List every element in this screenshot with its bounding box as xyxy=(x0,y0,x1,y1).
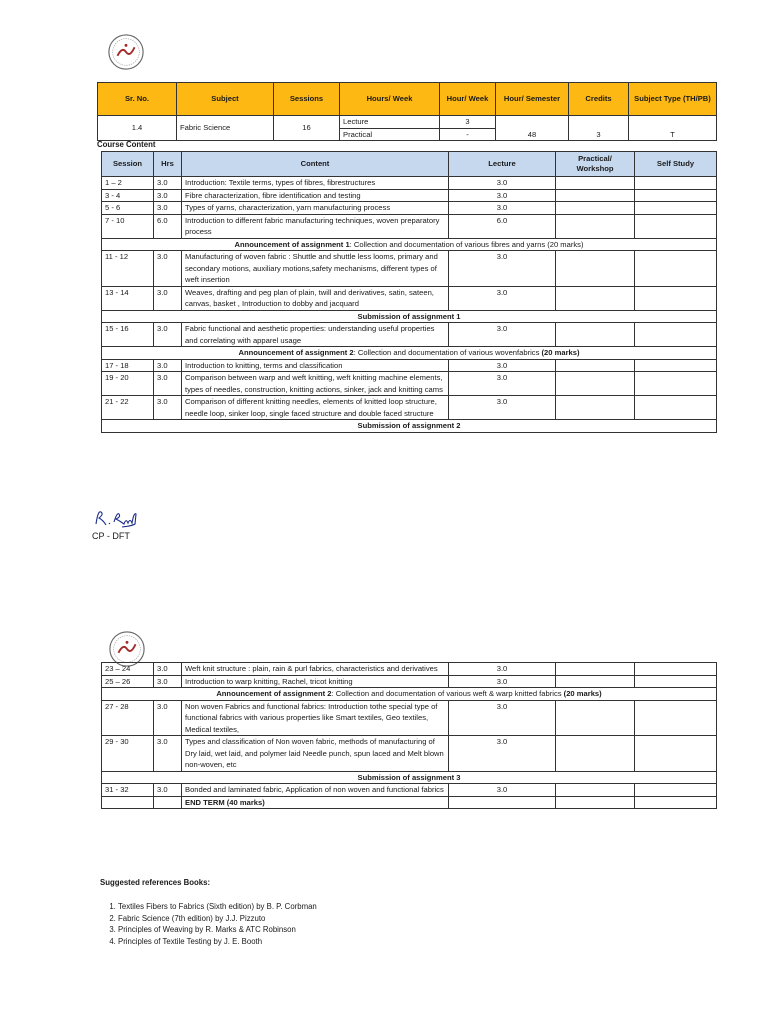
hrs-cell: 3.0 xyxy=(154,286,182,310)
table-row xyxy=(102,663,717,676)
hour-semester-value: 48 xyxy=(496,116,569,141)
table-row xyxy=(102,675,717,688)
table-row xyxy=(102,396,717,420)
practical-cell xyxy=(556,189,635,202)
lecture-cell: 3.0 xyxy=(449,251,556,287)
hrs-cell: 3.0 xyxy=(154,359,182,372)
content-cell: Manufacturing of woven fabric : Shuttle and shuttle less looms, primary and secondary motions, auxiliary motions,safety mechanisms, different types of weft insertion xyxy=(182,251,449,287)
header-hrs: Hrs xyxy=(154,152,182,177)
content-cell: Introduction: Textile terms, types of fibres, fibrestructures xyxy=(182,177,449,190)
self-study-cell xyxy=(635,202,717,215)
hrs-cell: 3.0 xyxy=(154,396,182,420)
submission-row xyxy=(102,310,717,323)
header-credits: Credits xyxy=(569,83,629,116)
self-study-cell xyxy=(635,736,717,772)
table-row xyxy=(102,700,717,736)
lecture-cell: 3.0 xyxy=(449,286,556,310)
practical-cell xyxy=(556,796,635,809)
self-study-cell xyxy=(635,796,717,809)
lecture-cell: 3.0 xyxy=(449,372,556,396)
practical-cell xyxy=(556,372,635,396)
table-row xyxy=(102,202,717,215)
header-hour-week: Hour/ Week xyxy=(440,83,496,116)
session-cell: 3 - 4 xyxy=(102,189,154,202)
self-study-cell xyxy=(635,359,717,372)
content-cell: Non woven Fabrics and functional fabrics: Introduction tothe special type of functional fabrics with various properties like Smart textiles, Geo textiles, Medical textiles, xyxy=(182,700,449,736)
session-cell: 19 - 20 xyxy=(102,372,154,396)
session-cell: 1 – 2 xyxy=(102,177,154,190)
session-cell: 17 - 18 xyxy=(102,359,154,372)
table-row xyxy=(102,736,717,772)
lecture-cell: 3.0 xyxy=(449,675,556,688)
session-cell: 11 - 12 xyxy=(102,251,154,287)
lecture-cell: 3.0 xyxy=(449,700,556,736)
practical-cell xyxy=(556,177,635,190)
lecture-cell: 3.0 xyxy=(449,784,556,797)
hrs-cell: 3.0 xyxy=(154,323,182,347)
header-practical: Practical/ Workshop xyxy=(556,152,635,177)
submission-row xyxy=(102,771,717,784)
header-hours-week: Hours/ Week xyxy=(340,83,440,116)
content-cell: Comparison of different knitting needles, elements of knitted loop structure, needle loop, sinker loop, single faced structure and double faced structure xyxy=(182,396,449,420)
table-row xyxy=(102,323,717,347)
table-row xyxy=(102,189,717,202)
table-row xyxy=(102,359,717,372)
content-cell: Types of yarns, characterization, yarn manufacturing process xyxy=(182,202,449,215)
session-cell xyxy=(102,796,154,809)
lecture-cell: 6.0 xyxy=(449,214,556,238)
practical-cell xyxy=(556,736,635,772)
practical-cell xyxy=(556,359,635,372)
practical-cell xyxy=(556,202,635,215)
course-content-table xyxy=(101,151,717,433)
references-list xyxy=(100,901,317,947)
self-study-cell xyxy=(635,396,717,420)
content-cell: Weaves, drafting and peg plan of plain, twill and derivatives, satin, sateen, canvas, basket , Introduction to dobby and jacquard xyxy=(182,286,449,310)
reference-item: 1. Textiles Fibers to Fabrics (Sixth edition) by B. P. Corbman xyxy=(118,901,317,913)
practical-cell xyxy=(556,286,635,310)
subject-value: Fabric Science xyxy=(177,116,274,141)
header-hour-semester: Hour/ Semester xyxy=(496,83,569,116)
header-subject: Subject xyxy=(177,83,274,116)
handwritten-signature xyxy=(92,508,142,528)
end-term-cell: END TERM (40 marks) xyxy=(182,796,449,809)
reference-item: 3. Principles of Weaving by R. Marks & ATC Robinson xyxy=(118,924,317,936)
sr-no-value: 1.4 xyxy=(98,116,177,141)
lecture-cell: 3.0 xyxy=(449,323,556,347)
table-row xyxy=(102,251,717,287)
suggested-references xyxy=(100,878,317,947)
announcement-text: : Collection and documentation of various fibres and yarns (20 marks) xyxy=(349,239,584,249)
announcement-marks: (20 marks) xyxy=(541,348,580,357)
references-title: Suggested references Books: xyxy=(100,878,211,887)
hrs-cell: 6.0 xyxy=(154,214,182,238)
institute-logo xyxy=(107,33,145,71)
hrs-cell: 3.0 xyxy=(154,202,182,215)
hrs-cell: 3.0 xyxy=(154,784,182,797)
self-study-cell xyxy=(635,286,717,310)
announcement-assignment-3 xyxy=(102,688,717,701)
announcement-row xyxy=(102,347,717,360)
content-cell: Fabric functional and aesthetic properties: understanding useful properties and correlating with apparel usage xyxy=(182,323,449,347)
session-cell: 27 - 28 xyxy=(102,700,154,736)
practical-cell xyxy=(556,663,635,676)
announcement-title: Announcement of assignment 2 xyxy=(216,689,332,698)
self-study-cell xyxy=(635,189,717,202)
course-content-label: Course Content xyxy=(97,140,156,149)
course-summary-table xyxy=(97,82,717,141)
hrs-cell: 3.0 xyxy=(154,736,182,772)
self-study-cell xyxy=(635,675,717,688)
content-cell: Introduction to warp knitting, Rachel, tricot knitting xyxy=(182,675,449,688)
self-study-cell xyxy=(635,323,717,347)
session-cell: 21 - 22 xyxy=(102,396,154,420)
session-cell: 13 - 14 xyxy=(102,286,154,310)
lecture-cell: 3.0 xyxy=(449,663,556,676)
lecture-cell: 3.0 xyxy=(449,189,556,202)
lecture-hours: 3 xyxy=(440,116,496,129)
session-cell: 7 - 10 xyxy=(102,214,154,238)
content-cell: Introduction to different fabric manufacturing techniques, woven preparatory process xyxy=(182,214,449,238)
session-cell: 15 - 16 xyxy=(102,323,154,347)
lecture-cell: 3.0 xyxy=(449,396,556,420)
lecture-cell: 3.0 xyxy=(449,177,556,190)
session-cell: 5 - 6 xyxy=(102,202,154,215)
self-study-cell xyxy=(635,177,717,190)
header-lecture: Lecture xyxy=(449,152,556,177)
lecture-cell: 3.0 xyxy=(449,359,556,372)
reference-item: 2. Fabric Science (7th edition) by J.J. Pizzuto xyxy=(118,913,317,925)
hrs-cell: 3.0 xyxy=(154,177,182,190)
announcement-text: : Collection and documentation of various wovenfabrics xyxy=(353,348,540,357)
lecture-cell: 3.0 xyxy=(449,736,556,772)
header-self-study: Self Study xyxy=(635,152,717,177)
course-content-table-continued xyxy=(101,662,717,809)
session-cell: 25 – 26 xyxy=(102,675,154,688)
hrs-cell: 3.0 xyxy=(154,372,182,396)
hrs-cell: 3.0 xyxy=(154,189,182,202)
sessions-value: 16 xyxy=(274,116,340,141)
lecture-cell: 3.0 xyxy=(449,202,556,215)
announcement-row xyxy=(102,688,717,701)
hrs-cell: 3.0 xyxy=(154,700,182,736)
table-row xyxy=(102,177,717,190)
practical-cell xyxy=(556,700,635,736)
announcement-text: : Collection and documentation of various weft & warp knitted fabrics xyxy=(331,689,562,698)
table-row xyxy=(102,784,717,797)
submission-assignment-1: Submission of assignment 1 xyxy=(102,310,717,323)
self-study-cell xyxy=(635,700,717,736)
announcement-title: Announcement of assignment 2 xyxy=(238,348,354,357)
practical-cell xyxy=(556,396,635,420)
practical-cell xyxy=(556,675,635,688)
header-sr-no: Sr. No. xyxy=(98,83,177,116)
announcement-marks: (20 marks) xyxy=(563,689,602,698)
announcement-title: Announcement of assignment 1 xyxy=(234,239,350,249)
lecture-label: Lecture xyxy=(340,116,440,129)
header-subject-type: Subject Type (TH/PB) xyxy=(629,83,717,116)
practical-cell xyxy=(556,251,635,287)
hrs-cell: 3.0 xyxy=(154,675,182,688)
self-study-cell xyxy=(635,663,717,676)
self-study-cell xyxy=(635,372,717,396)
header-sessions: Sessions xyxy=(274,83,340,116)
hrs-cell: 3.0 xyxy=(154,251,182,287)
content-cell: Types and classification of Non woven fabric, methods of manufacturing of Dry laid, wet laid, and polymer laid Needle punch, spun laced and Melt blown non-woven, etc xyxy=(182,736,449,772)
hrs-cell xyxy=(154,796,182,809)
content-cell: Bonded and laminated fabric, Application of non woven and functional fabrics xyxy=(182,784,449,797)
session-cell: 23 – 24 xyxy=(102,663,154,676)
lecture-cell xyxy=(449,796,556,809)
practical-label: Practical xyxy=(340,128,440,141)
announcement-row xyxy=(102,238,717,251)
practical-cell xyxy=(556,323,635,347)
announcement-assignment-1 xyxy=(102,238,717,251)
session-cell: 31 - 32 xyxy=(102,784,154,797)
header-content: Content xyxy=(182,152,449,177)
self-study-cell xyxy=(635,214,717,238)
signatory-title: CP - DFT xyxy=(92,531,130,541)
hrs-cell: 3.0 xyxy=(154,663,182,676)
logo-emblem-icon xyxy=(107,33,145,71)
session-cell: 29 - 30 xyxy=(102,736,154,772)
subject-type-value: T xyxy=(629,116,717,141)
header-session: Session xyxy=(102,152,154,177)
credits-value: 3 xyxy=(569,116,629,141)
announcement-assignment-2 xyxy=(102,347,717,360)
content-cell: Comparison between warp and weft knitting, weft knitting machine elements, types of needles, construction, knitting actions, sinker, jack and knitting cams xyxy=(182,372,449,396)
end-term-row xyxy=(102,796,717,809)
content-cell: Introduction to knitting, terms and classification xyxy=(182,359,449,372)
self-study-cell xyxy=(635,784,717,797)
content-cell: Fibre characterization, fibre identification and testing xyxy=(182,189,449,202)
practical-cell xyxy=(556,214,635,238)
submission-assignment-2: Submission of assignment 2 xyxy=(102,420,717,433)
reference-item: 4. Principles of Textile Testing by J. E. Booth xyxy=(118,936,317,948)
table-row xyxy=(102,286,717,310)
submission-row xyxy=(102,420,717,433)
submission-assignment-3: Submission of assignment 3 xyxy=(102,771,717,784)
table-row xyxy=(102,214,717,238)
practical-cell xyxy=(556,784,635,797)
self-study-cell xyxy=(635,251,717,287)
table-row xyxy=(102,372,717,396)
practical-hours: - xyxy=(440,128,496,141)
content-cell: Weft knit structure : plain, rain & purl fabrics, characteristics and derivatives xyxy=(182,663,449,676)
